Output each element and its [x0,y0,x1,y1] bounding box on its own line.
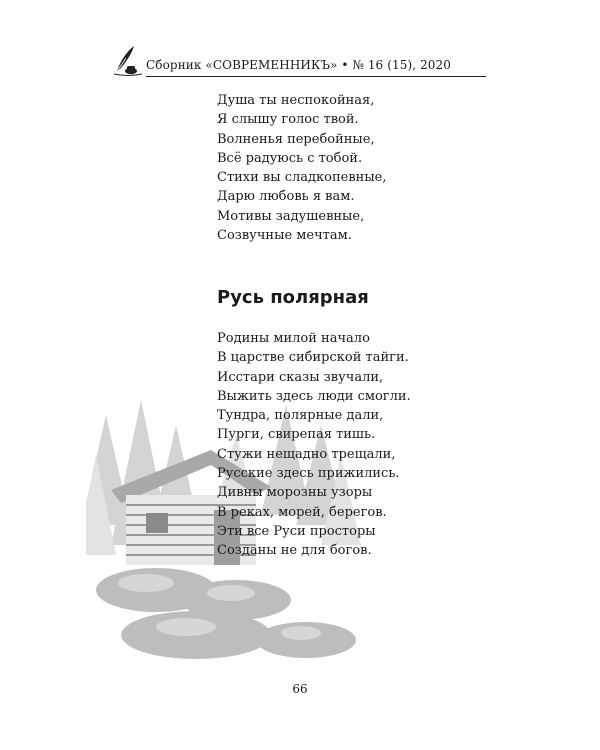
poem-title: Русь полярная [217,287,369,308]
page-number: 66 [292,682,308,696]
poem-line: Русские здесь прижились. [217,466,400,482]
poem-line: Дивны морозны узоры [217,485,373,501]
header-title: Сборник «СОВРЕМЕННИКЪ» • № 16 (15), 2020 [146,58,452,72]
poem-line: В реках, морей, берегов. [217,504,387,520]
poem-line: Мотивы задушевные, [217,208,365,224]
poem-stanza-1 [217,91,387,245]
poem-line: Созвучные мечтам. [217,228,352,244]
poem-stanza-2 [217,329,411,561]
header-divider [146,76,486,77]
poem-line: Стихи вы сладкопевные, [217,170,387,186]
poem-line: Душа ты неспокойная, [217,93,375,108]
poem-line: Созданы не для богов. [217,543,372,559]
poem-line: Тундра, полярные дали, [217,408,384,424]
poem-line: Пурги, свирепая тишь. [217,427,376,443]
poem-line: Волненья перебойные, [217,131,375,147]
poem-line: Родины милой начало [217,331,370,346]
poem-line: Выжить здесь люди смогли. [217,388,411,404]
poem-line: Исстари сказы звучали, [217,369,384,385]
running-header [112,44,486,76]
poem-line: Эти все Руси просторы [217,523,376,539]
poem-line: Я слышу голос твой. [217,112,359,128]
poem-line: Стужи нещадно трещали, [217,446,396,462]
quill-inkwell-icon [112,44,144,76]
poem-line: В царстве сибирской тайги. [217,350,409,366]
poem-line: Всё радуюсь с тобой. [217,150,363,166]
poem-line: Дарю любовь я вам. [217,189,355,205]
